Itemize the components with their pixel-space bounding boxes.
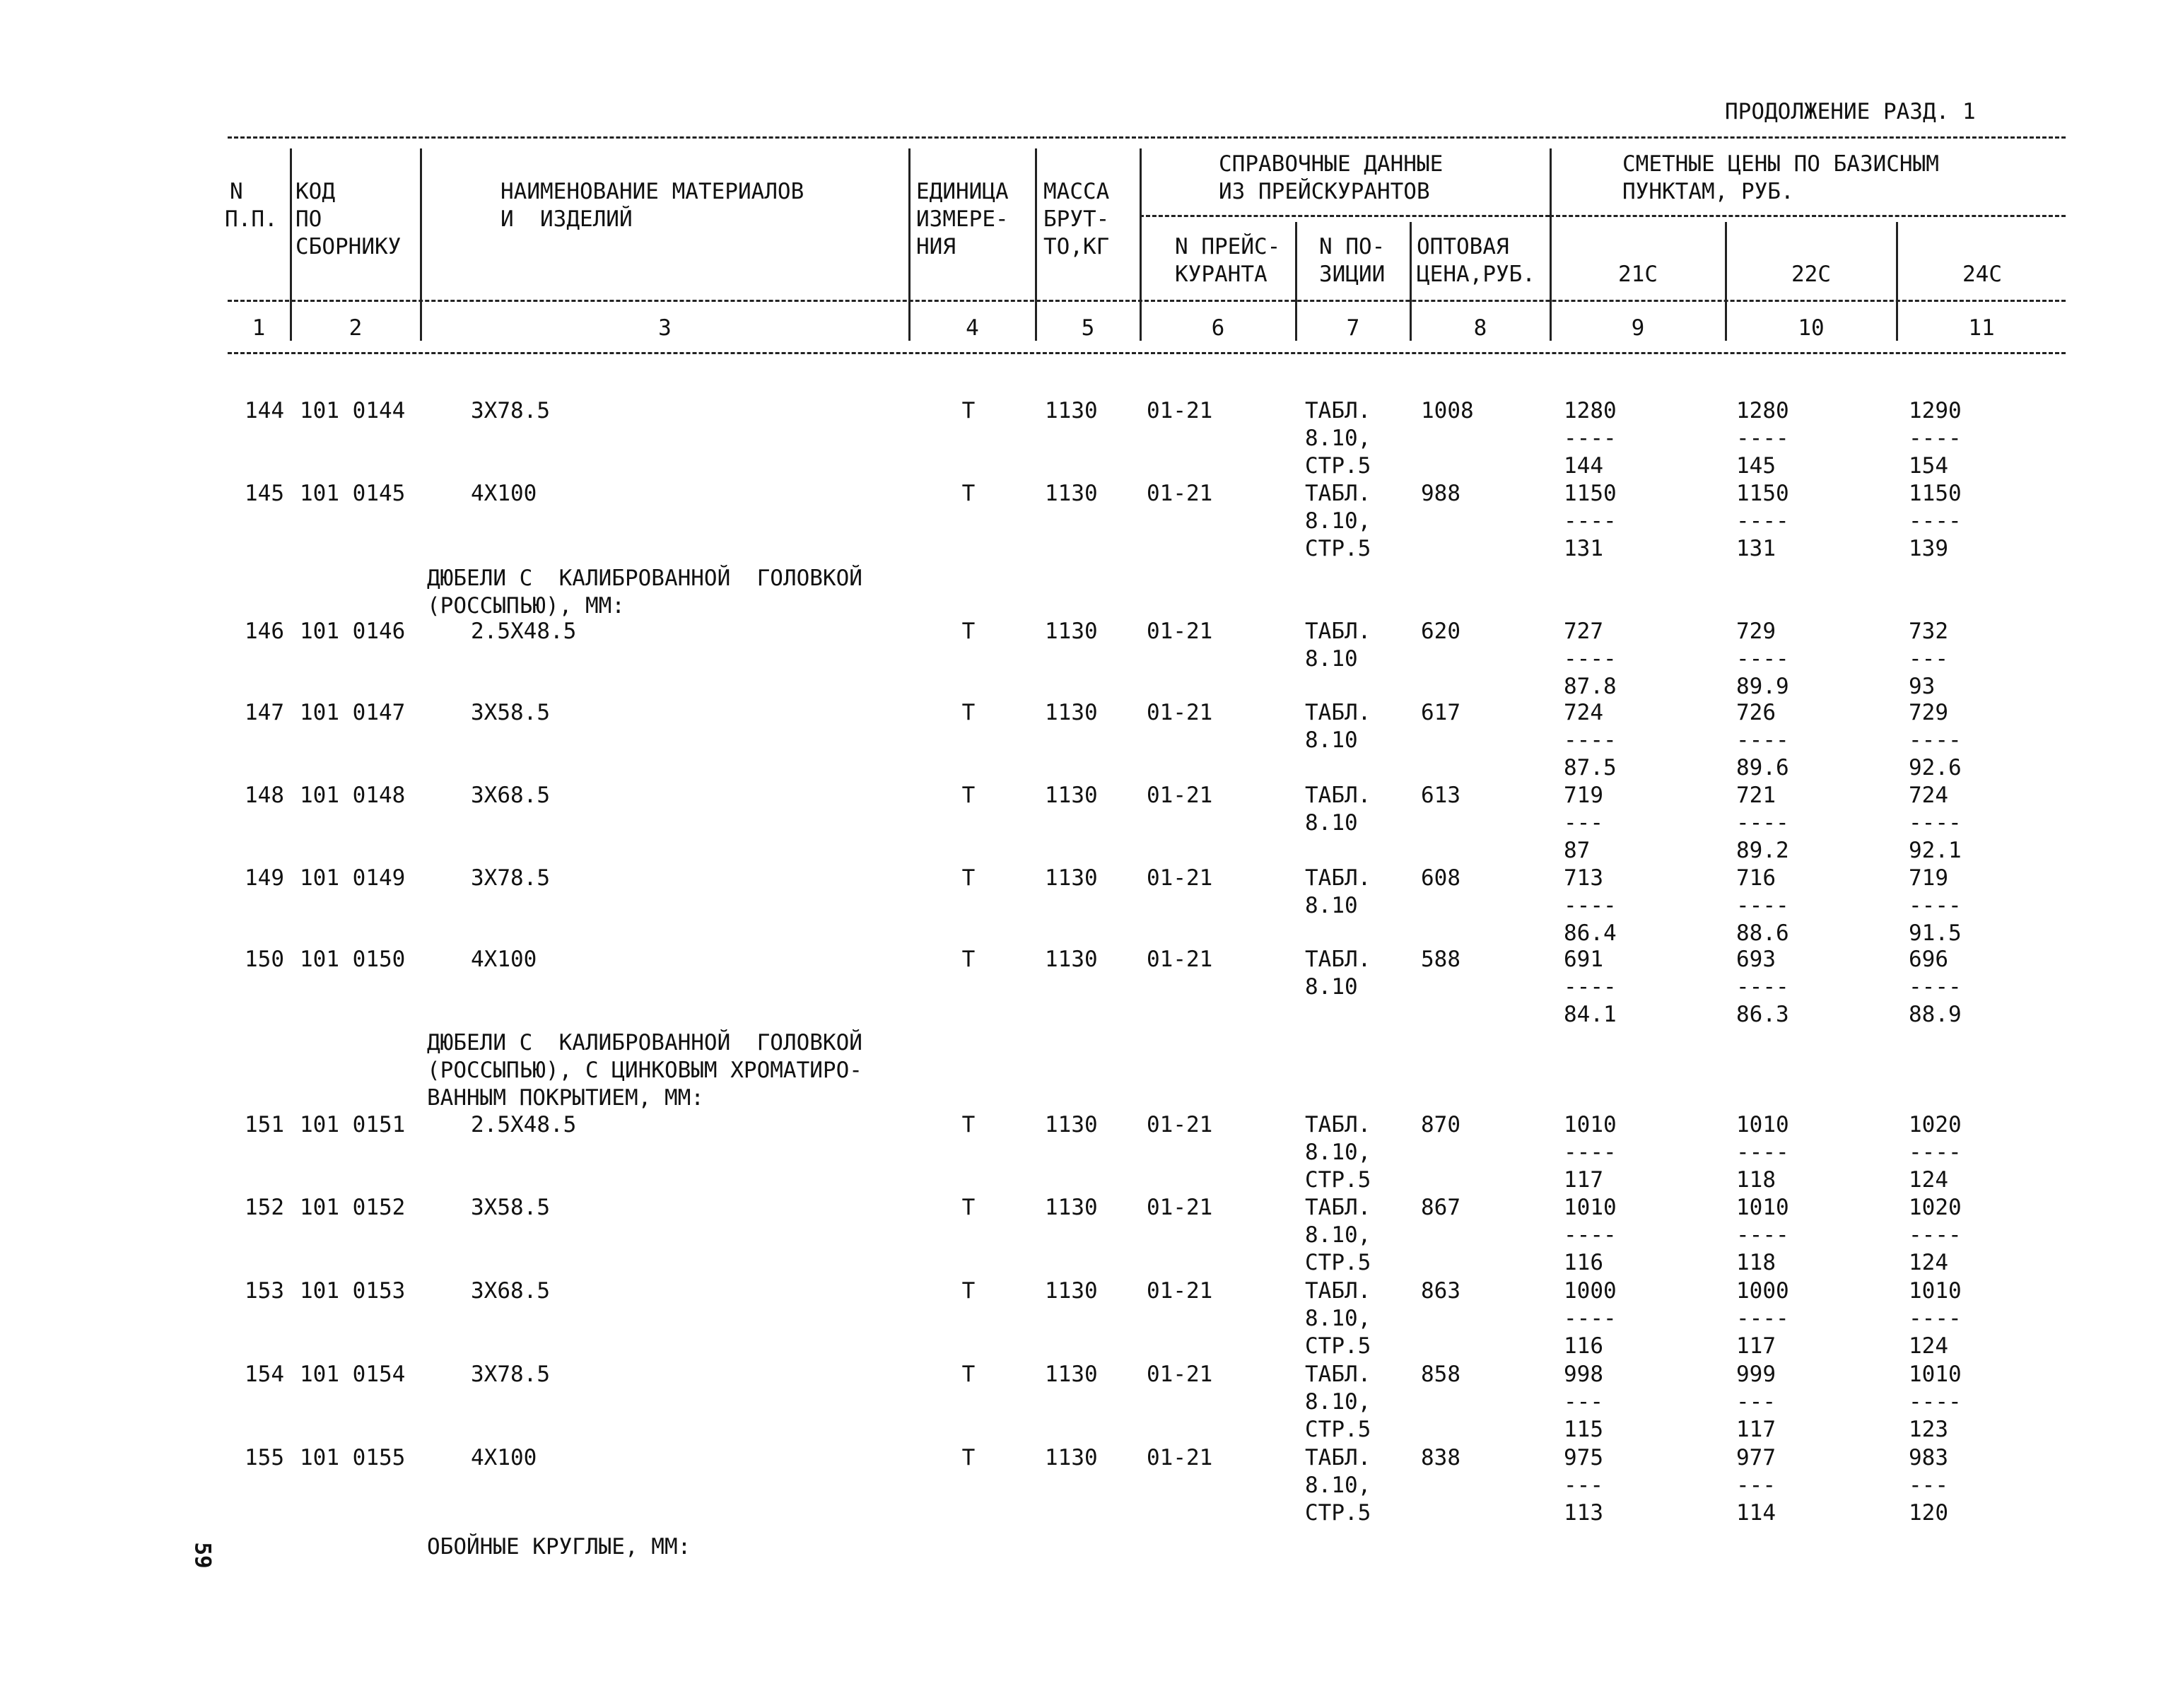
row-name: 3Х78.5	[471, 865, 550, 891]
row-mass: 1130	[1045, 1362, 1098, 1387]
row-mass: 1130	[1045, 398, 1098, 423]
row-number: 147	[245, 700, 284, 725]
row-mass: 1130	[1045, 1195, 1098, 1220]
row-wholesale-price: 617	[1421, 700, 1460, 725]
row-position: 8.10,	[1305, 1389, 1371, 1415]
row-unit: Т	[961, 1362, 976, 1387]
column-number: 6	[1211, 315, 1225, 341]
row-position: СТР.5	[1305, 453, 1371, 479]
row-price-p24: ----	[1909, 727, 1962, 753]
row-wholesale-price: 1008	[1421, 398, 1474, 423]
row-price-p22: 716	[1736, 865, 1776, 891]
col1-header-l2: П.П.	[225, 206, 278, 232]
row-price-p21: ---	[1564, 1473, 1603, 1498]
row-price-p24: ----	[1909, 974, 1962, 1000]
row-position: СТР.5	[1305, 1250, 1371, 1275]
row-mass: 1130	[1045, 783, 1098, 808]
col10-header: 22С	[1791, 262, 1831, 287]
row-pricelist: 01-21	[1147, 865, 1213, 891]
row-name: 3Х78.5	[471, 398, 550, 423]
row-code: 101 0153	[300, 1278, 406, 1304]
page-number: 59	[189, 1542, 216, 1569]
section-heading: (РОССЫПЬЮ), ММ:	[427, 593, 625, 619]
row-code: 101 0152	[300, 1195, 406, 1220]
row-position: 8.10	[1305, 727, 1358, 753]
row-pricelist: 01-21	[1147, 1445, 1213, 1470]
row-position: 8.10,	[1305, 1222, 1371, 1248]
row-code: 101 0154	[300, 1362, 406, 1387]
row-code: 101 0145	[300, 481, 406, 506]
row-price-p24: ----	[1909, 1306, 1962, 1331]
col2-header-l3: СБОРНИКУ	[295, 234, 402, 259]
row-pricelist: 01-21	[1147, 1362, 1213, 1387]
col11-header: 24С	[1962, 262, 2002, 287]
row-price-p24: 729	[1909, 700, 1948, 725]
col8-header-l2: ЦЕНА,РУБ.	[1417, 262, 1535, 287]
row-wholesale-price: 988	[1421, 481, 1460, 506]
row-price-p24: 92.1	[1909, 838, 1962, 863]
section-heading: ВАННЫМ ПОКРЫТИЕМ, ММ:	[427, 1085, 704, 1111]
row-price-p22: 114	[1736, 1500, 1776, 1526]
rule-top	[228, 136, 2066, 139]
row-price-p24: 1150	[1909, 481, 1962, 506]
row-price-p24: ----	[1909, 508, 1962, 534]
rule-header-bottom	[228, 300, 2066, 302]
row-code: 101 0155	[300, 1445, 406, 1470]
row-price-p22: 118	[1736, 1167, 1776, 1193]
column-number: 7	[1346, 315, 1360, 341]
row-number: 145	[245, 481, 284, 506]
price-group-header-l1: СМЕТНЫЕ ЦЕНЫ ПО БАЗИСНЫМ	[1622, 151, 1939, 177]
row-price-p22: ---	[1736, 1389, 1776, 1415]
row-unit: Т	[961, 1112, 976, 1137]
row-price-p21: 719	[1564, 783, 1603, 808]
row-price-p24: ---	[1909, 1473, 1948, 1498]
row-price-p21: 84.1	[1564, 1002, 1617, 1027]
row-name: 3Х58.5	[471, 700, 550, 725]
row-price-p21: 87	[1564, 838, 1591, 863]
row-position: 8.10,	[1305, 508, 1371, 534]
row-number: 144	[245, 398, 284, 423]
ref-group-header-l1: СПРАВОЧНЫЕ ДАННЫЕ	[1219, 151, 1444, 177]
row-price-p24: 1290	[1909, 398, 1962, 423]
col7-header-l1: N ПО-	[1319, 234, 1386, 259]
row-mass: 1130	[1045, 619, 1098, 644]
vrule-8	[1550, 148, 1552, 341]
row-price-p22: ----	[1736, 727, 1789, 753]
column-number: 4	[966, 315, 979, 341]
row-price-p22: 693	[1736, 947, 1776, 972]
row-price-p22: 1000	[1736, 1278, 1789, 1304]
row-price-p21: 975	[1564, 1445, 1603, 1470]
row-position: ТАБЛ.	[1305, 700, 1371, 725]
column-number: 10	[1798, 315, 1825, 341]
col4-header-l3: НИЯ	[916, 234, 956, 259]
row-price-p21: ----	[1564, 727, 1617, 753]
row-position: ТАБЛ.	[1305, 947, 1371, 972]
row-pricelist: 01-21	[1147, 783, 1213, 808]
col5-header-l2: БРУТ-	[1043, 206, 1110, 232]
col5-header-l1: МАССА	[1043, 179, 1110, 204]
row-code: 101 0144	[300, 398, 406, 423]
row-code: 101 0148	[300, 783, 406, 808]
row-unit: Т	[961, 1445, 976, 1470]
row-wholesale-price: 870	[1421, 1112, 1460, 1137]
row-mass: 1130	[1045, 700, 1098, 725]
column-number: 11	[1968, 315, 1995, 341]
row-price-p21: 116	[1564, 1250, 1603, 1275]
row-number: 148	[245, 783, 284, 808]
row-wholesale-price: 867	[1421, 1195, 1460, 1220]
row-mass: 1130	[1045, 481, 1098, 506]
row-position: ТАБЛ.	[1305, 398, 1371, 423]
row-price-p21: ---	[1564, 810, 1603, 836]
row-price-p24: 1010	[1909, 1278, 1962, 1304]
row-position: СТР.5	[1305, 1500, 1371, 1526]
row-wholesale-price: 613	[1421, 783, 1460, 808]
row-mass: 1130	[1045, 865, 1098, 891]
row-price-p21: ----	[1564, 1222, 1617, 1248]
row-price-p21: 713	[1564, 865, 1603, 891]
row-name: 3Х58.5	[471, 1195, 550, 1220]
vrule-3	[908, 148, 911, 341]
row-wholesale-price: 620	[1421, 619, 1460, 644]
row-wholesale-price: 588	[1421, 947, 1460, 972]
row-price-p21: 998	[1564, 1362, 1603, 1387]
row-price-p21: 86.4	[1564, 920, 1617, 946]
row-price-p24: ----	[1909, 893, 1962, 918]
row-name: 3Х68.5	[471, 783, 550, 808]
row-position: ТАБЛ.	[1305, 619, 1371, 644]
row-position: ТАБЛ.	[1305, 1362, 1371, 1387]
col3-header-l1: НАИМЕНОВАНИЕ МАТЕРИАЛОВ	[500, 179, 804, 204]
row-pricelist: 01-21	[1147, 947, 1213, 972]
row-price-p24: ----	[1909, 1389, 1962, 1415]
row-name: 4Х100	[471, 947, 537, 972]
row-price-p24: 1010	[1909, 1362, 1962, 1387]
row-mass: 1130	[1045, 1445, 1098, 1470]
row-price-p21: 87.5	[1564, 755, 1617, 780]
row-price-p21: 144	[1564, 453, 1603, 479]
row-position: ТАБЛ.	[1305, 783, 1371, 808]
row-price-p21: 1010	[1564, 1195, 1617, 1220]
row-position: СТР.5	[1305, 1417, 1371, 1442]
vrule-5	[1140, 148, 1142, 341]
row-position: ТАБЛ.	[1305, 865, 1371, 891]
row-unit: Т	[961, 1278, 976, 1304]
col6-header-l1: N ПРЕЙС-	[1175, 234, 1281, 259]
row-position: СТР.5	[1305, 536, 1371, 561]
row-price-p22: 89.6	[1736, 755, 1789, 780]
row-price-p24: ---	[1909, 646, 1948, 672]
price-group-header-l2: ПУНКТАМ, РУБ.	[1622, 179, 1794, 204]
row-price-p22: 1280	[1736, 398, 1789, 423]
row-number: 151	[245, 1112, 284, 1137]
row-price-p22: 89.2	[1736, 838, 1789, 863]
row-price-p24: 88.9	[1909, 1002, 1962, 1027]
row-position: 8.10,	[1305, 1140, 1371, 1165]
row-price-p22: ----	[1736, 508, 1789, 534]
row-code: 101 0150	[300, 947, 406, 972]
row-price-p21: 116	[1564, 1333, 1603, 1359]
row-position: СТР.5	[1305, 1167, 1371, 1193]
row-price-p22: 145	[1736, 453, 1776, 479]
row-mass: 1130	[1045, 1278, 1098, 1304]
row-position: 8.10,	[1305, 426, 1371, 451]
section-heading: ДЮБЕЛИ С КАЛИБРОВАННОЙ ГОЛОВКОЙ	[427, 1030, 862, 1055]
row-position: 8.10,	[1305, 1306, 1371, 1331]
column-number: 3	[658, 315, 672, 341]
row-name: 2.5Х48.5	[471, 1112, 577, 1137]
row-price-p21: ----	[1564, 508, 1617, 534]
col2-header-l1: КОД	[295, 179, 335, 204]
row-price-p22: ----	[1736, 1306, 1789, 1331]
row-price-p22: 117	[1736, 1333, 1776, 1359]
row-pricelist: 01-21	[1147, 1195, 1213, 1220]
row-price-p21: 115	[1564, 1417, 1603, 1442]
row-price-p22: 117	[1736, 1417, 1776, 1442]
row-pricelist: 01-21	[1147, 1278, 1213, 1304]
row-code: 101 0146	[300, 619, 406, 644]
row-position: 8.10	[1305, 810, 1358, 836]
row-unit: Т	[961, 783, 976, 808]
row-price-p24: ----	[1909, 1222, 1962, 1248]
row-price-p24: 124	[1909, 1250, 1948, 1275]
page-header: ПРОДОЛЖЕНИЕ РАЗД. 1	[1725, 99, 1976, 124]
col3-header-l2: И ИЗДЕЛИЙ	[500, 206, 633, 232]
row-position: ТАБЛ.	[1305, 481, 1371, 506]
row-name: 2.5Х48.5	[471, 619, 577, 644]
col4-header-l2: ИЗМЕРЕ-	[916, 206, 1009, 232]
row-price-p21: 117	[1564, 1167, 1603, 1193]
row-pricelist: 01-21	[1147, 481, 1213, 506]
row-price-p24: 154	[1909, 453, 1948, 479]
row-price-p22: 726	[1736, 700, 1776, 725]
row-price-p22: ----	[1736, 1222, 1789, 1248]
row-price-p24: ----	[1909, 810, 1962, 836]
col4-header-l1: ЕДИНИЦА	[916, 179, 1009, 204]
row-price-p22: ----	[1736, 646, 1789, 672]
row-number: 146	[245, 619, 284, 644]
row-price-p24: 120	[1909, 1500, 1948, 1526]
column-number: 2	[349, 315, 363, 341]
section-heading: ДЮБЕЛИ С КАЛИБРОВАННОЙ ГОЛОВКОЙ	[427, 566, 862, 591]
col2-header-l2: ПО	[295, 206, 322, 232]
row-price-p21: 1150	[1564, 481, 1617, 506]
row-name: 4Х100	[471, 481, 537, 506]
row-position: ТАБЛ.	[1305, 1445, 1371, 1470]
row-name: 3Х78.5	[471, 1362, 550, 1387]
row-position: 8.10	[1305, 974, 1358, 1000]
ref-group-header-l2: ИЗ ПРЕЙСКУРАНТОВ	[1219, 179, 1430, 204]
col5-header-l3: ТО,КГ	[1043, 234, 1110, 259]
row-price-p24: 92.6	[1909, 755, 1962, 780]
row-price-p21: 727	[1564, 619, 1603, 644]
col1-header-l1: N	[230, 179, 243, 204]
section-heading: (РОССЫПЬЮ), С ЦИНКОВЫМ ХРОМАТИРО-	[427, 1058, 862, 1083]
vrule-4	[1035, 148, 1037, 341]
row-price-p21: 113	[1564, 1500, 1603, 1526]
row-wholesale-price: 863	[1421, 1278, 1460, 1304]
row-price-p22: 1010	[1736, 1195, 1789, 1220]
row-price-p24: ----	[1909, 426, 1962, 451]
rule-price-group	[1550, 215, 2066, 217]
row-price-p24: 139	[1909, 536, 1948, 561]
column-number: 8	[1473, 315, 1487, 341]
row-price-p21: ---	[1564, 1389, 1603, 1415]
row-unit: Т	[961, 1195, 976, 1220]
column-number: 5	[1081, 315, 1095, 341]
row-price-p24: ----	[1909, 1140, 1962, 1165]
row-code: 101 0147	[300, 700, 406, 725]
row-number: 150	[245, 947, 284, 972]
row-price-p22: ----	[1736, 974, 1789, 1000]
row-price-p22: ----	[1736, 893, 1789, 918]
row-pricelist: 01-21	[1147, 1112, 1213, 1137]
row-price-p24: 93	[1909, 674, 1936, 699]
row-pricelist: 01-21	[1147, 398, 1213, 423]
row-price-p22: ----	[1736, 810, 1789, 836]
rule-ref-group	[1140, 215, 1550, 217]
row-price-p22: 1010	[1736, 1112, 1789, 1137]
col6-header-l2: КУРАНТА	[1175, 262, 1268, 287]
row-number: 149	[245, 865, 284, 891]
row-price-p21: ----	[1564, 1140, 1617, 1165]
row-price-p24: 123	[1909, 1417, 1948, 1442]
row-number: 152	[245, 1195, 284, 1220]
vrule-2	[420, 148, 422, 341]
row-price-p22: 999	[1736, 1362, 1776, 1387]
col8-header-l1: ОПТОВАЯ	[1417, 234, 1509, 259]
row-position: ТАБЛ.	[1305, 1195, 1371, 1220]
row-price-p24: 983	[1909, 1445, 1948, 1470]
row-wholesale-price: 858	[1421, 1362, 1460, 1387]
row-price-p24: 91.5	[1909, 920, 1962, 946]
row-price-p22: ----	[1736, 426, 1789, 451]
row-wholesale-price: 838	[1421, 1445, 1460, 1470]
row-price-p21: 1000	[1564, 1278, 1617, 1304]
row-price-p21: ----	[1564, 974, 1617, 1000]
row-price-p21: ----	[1564, 893, 1617, 918]
row-price-p22: 131	[1736, 536, 1776, 561]
row-unit: Т	[961, 865, 976, 891]
row-unit: Т	[961, 947, 976, 972]
row-unit: Т	[961, 700, 976, 725]
row-wholesale-price: 608	[1421, 865, 1460, 891]
row-price-p24: 732	[1909, 619, 1948, 644]
row-price-p22: 88.6	[1736, 920, 1789, 946]
row-mass: 1130	[1045, 1112, 1098, 1137]
row-price-p22: 721	[1736, 783, 1776, 808]
row-position: 8.10	[1305, 893, 1358, 918]
row-price-p22: ----	[1736, 1140, 1789, 1165]
column-number: 1	[252, 315, 266, 341]
col7-header-l2: ЗИЦИИ	[1319, 262, 1386, 287]
row-price-p21: ----	[1564, 646, 1617, 672]
column-number: 9	[1631, 315, 1645, 341]
row-price-p24: 124	[1909, 1333, 1948, 1359]
row-pricelist: 01-21	[1147, 700, 1213, 725]
row-position: СТР.5	[1305, 1333, 1371, 1359]
row-price-p21: 1280	[1564, 398, 1617, 423]
row-price-p22: 729	[1736, 619, 1776, 644]
row-price-p22: 977	[1736, 1445, 1776, 1470]
rule-numbers-bottom	[228, 352, 2066, 354]
row-price-p22: 1150	[1736, 481, 1789, 506]
row-price-p24: 1020	[1909, 1195, 1962, 1220]
row-price-p21: 131	[1564, 536, 1603, 561]
row-position: ТАБЛ.	[1305, 1112, 1371, 1137]
row-price-p21: 691	[1564, 947, 1603, 972]
row-number: 154	[245, 1362, 284, 1387]
row-price-p22: 89.9	[1736, 674, 1789, 699]
row-unit: Т	[961, 481, 976, 506]
row-unit: Т	[961, 398, 976, 423]
row-unit: Т	[961, 619, 976, 644]
row-name: 3Х68.5	[471, 1278, 550, 1304]
row-mass: 1130	[1045, 947, 1098, 972]
vrule-1	[290, 148, 292, 341]
col9-header: 21С	[1618, 262, 1658, 287]
row-price-p21: 87.8	[1564, 674, 1617, 699]
row-position: 8.10	[1305, 646, 1358, 672]
row-price-p21: 1010	[1564, 1112, 1617, 1137]
row-price-p22: 118	[1736, 1250, 1776, 1275]
row-price-p24: 696	[1909, 947, 1948, 972]
row-code: 101 0151	[300, 1112, 406, 1137]
row-code: 101 0149	[300, 865, 406, 891]
row-price-p24: 124	[1909, 1167, 1948, 1193]
row-price-p21: ----	[1564, 1306, 1617, 1331]
row-price-p24: 719	[1909, 865, 1948, 891]
row-position: ТАБЛ.	[1305, 1278, 1371, 1304]
row-name: 4Х100	[471, 1445, 537, 1470]
row-price-p22: 86.3	[1736, 1002, 1789, 1027]
row-price-p24: 1020	[1909, 1112, 1962, 1137]
row-price-p22: ---	[1736, 1473, 1776, 1498]
row-price-p21: 724	[1564, 700, 1603, 725]
row-pricelist: 01-21	[1147, 619, 1213, 644]
row-number: 153	[245, 1278, 284, 1304]
row-number: 155	[245, 1445, 284, 1470]
section-heading: ОБОЙНЫЕ КРУГЛЫЕ, ММ:	[427, 1534, 691, 1560]
row-price-p21: ----	[1564, 426, 1617, 451]
row-price-p24: 724	[1909, 783, 1948, 808]
row-position: 8.10,	[1305, 1473, 1371, 1498]
